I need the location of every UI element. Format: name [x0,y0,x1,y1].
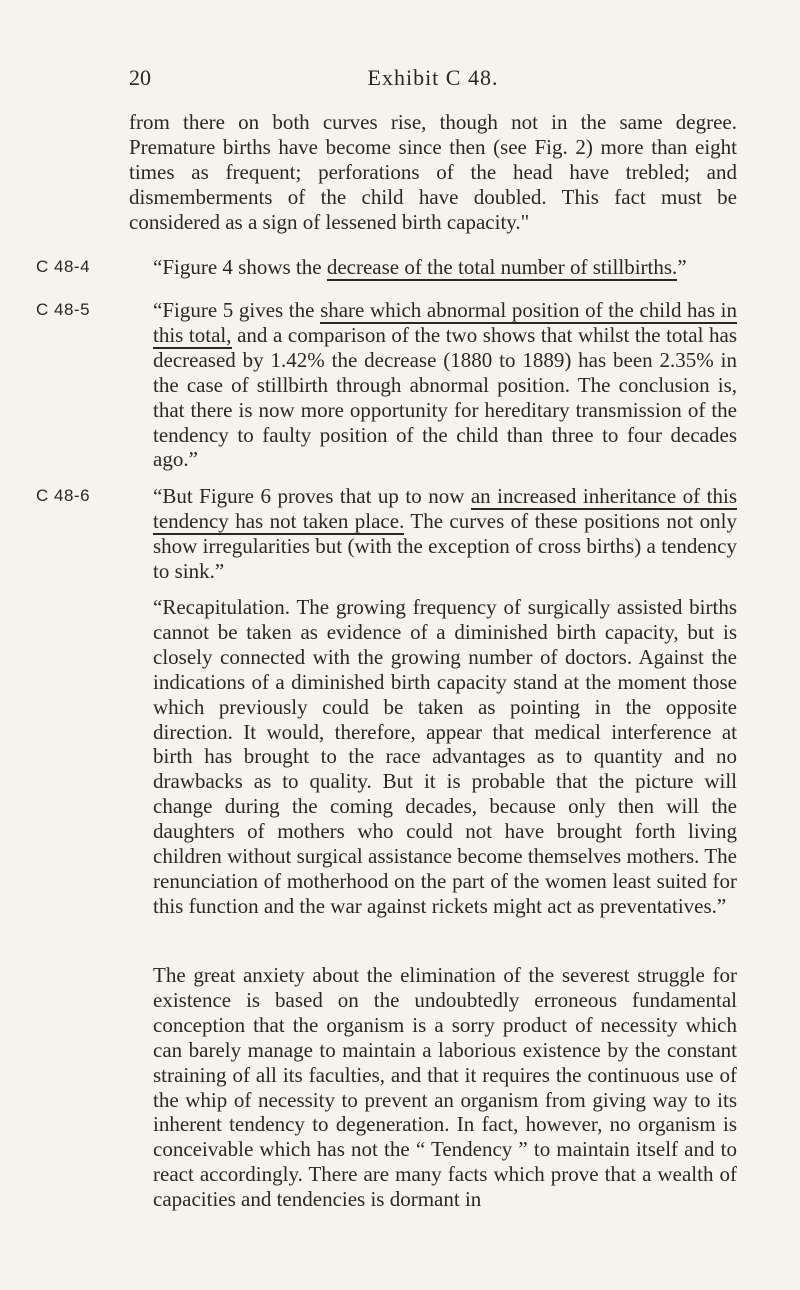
margin-ref-c48-5: C 48-5 [36,300,91,319]
underlined-phrase: decrease of the total number of stillbirths. [326,255,678,279]
paragraph-text: “Figure 4 shows the [153,255,327,279]
page-header [129,64,737,92]
paragraph-great-anxiety [129,963,737,1212]
paragraph-text: “Figure 5 gives the [153,298,321,322]
paragraph-text: and a comparison of the two shows that whilst the total has decreased by 1.42% the decrease (1880 to 1889) has been 2.35% in the case of stillbirth through abnormal position. The conclusion is, that there is now more opportunity for hereditary transmission of the tendency to faulty position of the child than three to four decades ago.” [153,322,737,472]
paragraph-text: ” [677,255,687,279]
margin-ref-c48-4: C 48-4 [36,257,91,276]
paragraph-text: “But Figure 6 proves that up to now [153,484,471,508]
page-number: 20 [129,65,151,90]
running-title: Exhibit C 48. [367,65,499,90]
paragraph-text: The great anxiety about the elimination of the severest struggle for existence is based on the undoubtedly erroneous fundamental conception that the organism is a sorry product of necessity which can barely manage to maintain a laborious existence by the constant straining of all its faculties, and that it requires the continuous use of the whip of necessity to prevent an organism from giving way to its inherent tendency to degeneration. In fact, however, no organism is conceivable which has not the “ Tendency ” to maintain itself and to react accordingly. There are many facts which prove that a wealth of capacities and tendencies is dormant in [153,963,737,1212]
paragraph-recapitulation [129,595,737,919]
underlined-phrase: an increased inheritance of this tendency has not taken place. [153,484,737,533]
paragraph-figure-6 [129,484,737,584]
paragraph-figure-4 [129,255,737,280]
paragraph-text: “Recapitulation. The growing frequency of surgically assisted births cannot be taken as evidence of a diminished birth capacity, but is closely connected with the growing number of doctors. Against the indications of a diminished birth capacity stand at the moment those which previously could be taken as pointing in the opposite direction. It would, therefore, appear that medical interference at birth has brought to the race advantages as to quantity and no drawbacks as to quality. But it is probable that the picture will change during the coming decades, because only then will the daughters of mothers who could not have brought forth living children without surgical assistance become themselves mothers. The renunciation of motherhood on the part of the women least suited for this function and the war against rickets might act as preventatives.” [153,595,737,918]
paragraph-text: The curves of these positions not only show irregularities but (with the exception of cross births) a tendency to sink.” [153,508,737,583]
paragraph-continuation [129,110,737,235]
margin-ref-c48-6: C 48-6 [36,486,91,505]
paragraph-text: from there on both curves rise, though not in the same degree. Premature births have become since then (see Fig. 2) more than eight times as frequent; perforations of the head have trebled; and dismemberments of the child have doubled. This fact must be considered as a sign of lessened birth capacity." [129,110,737,234]
paragraph-figure-5 [129,298,737,472]
underlined-phrase: share which abnormal position of the child has in this total, [153,298,737,347]
